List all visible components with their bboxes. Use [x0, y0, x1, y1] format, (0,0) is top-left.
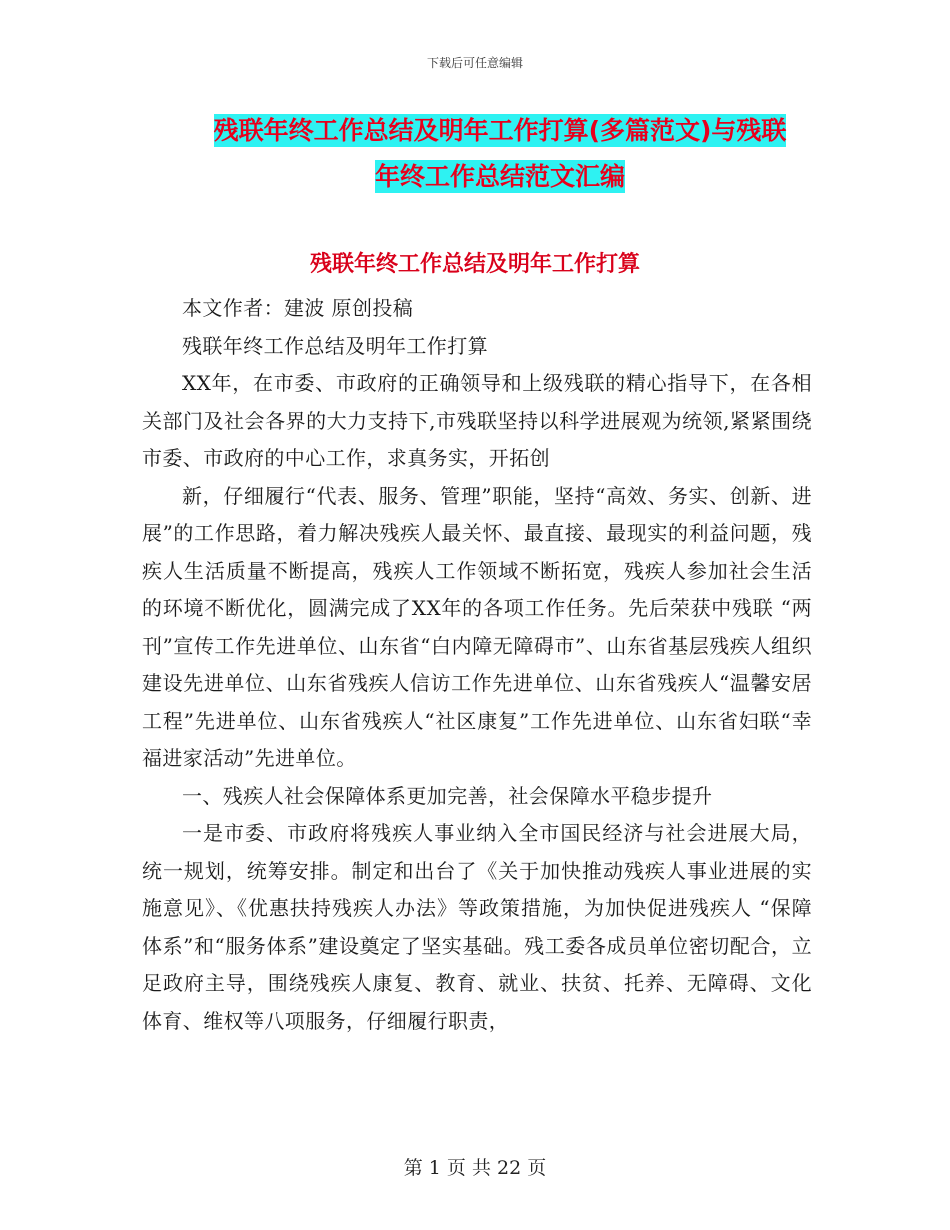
body-paragraph: 新，仔细履行“代表、服务、管理”职能，坚持“高效、务实、创新、进展”的工作思路，着力解决残疾人最关怀、最直接、最现实的利益问题，残疾人生活质量不断提高，残疾人工作领域不断拓宽，残疾人参加社会生活的环境不断优化，圆满完成了XX年的各项工作任务。先后荣获中残联 “两刊”宣传工作先进单位、山东省“白内障无障碍市”、山东省基层残疾人组织建设先进单位、山东省残疾人信访工作先进单位、山东省残疾人“温馨安居工程”先进单位、山东省残疾人“社区康复”工作先进单位、山东省妇联“幸福进家活动”先进单位。 [142, 483, 812, 770]
document-body [142, 290, 812, 1040]
document-title [140, 108, 860, 200]
page-header-note: 下载后可任意编辑 [426, 56, 523, 70]
section-title: 残联年终工作总结及明年工作打算 [309, 252, 640, 277]
page-number-footer: 第 1 页 共 22 页 [403, 1157, 547, 1179]
author-line: 本文作者：建波 原创投稿 [182, 296, 414, 320]
document-title-line-2: 年终工作总结范文汇编 [374, 162, 625, 191]
body-paragraph: 一是市委、市政府将残疾人事业纳入全市国民经济与社会进展大局，统一规划，统筹安排。制定和出台了《关于加快推动残疾人事业进展的实施意见》、《优惠扶持残疾人办法》等政策措施，为加快促进残疾人 “保障体系”和“服务体系”建设奠定了坚实基础。残工委各成员单位密切配合，立足政府主导，围绕残疾人康复、教育、就业、扶贫、托养、无障碍、文化体育、维权等八项服务，仔细履行职责， [142, 821, 812, 1033]
body-heading-line: 残联年终工作总结及明年工作打算 [182, 333, 488, 358]
document-title-line-1: 残联年终工作总结及明年工作打算(多篇范文)与残联 [213, 116, 787, 145]
section-heading: 一、残疾人社会保障体系更加完善，社会保障水平稳步提升 [182, 783, 713, 808]
body-paragraph: XX年，在市委、市政府的正确领导和上级残联的精心指导下，在各相关部门及社会各界的大力支持下,市残联坚持以科学进展观为统领,紧紧围绕市委、市政府的中心工作，求真务实，开拓创 [142, 371, 812, 470]
